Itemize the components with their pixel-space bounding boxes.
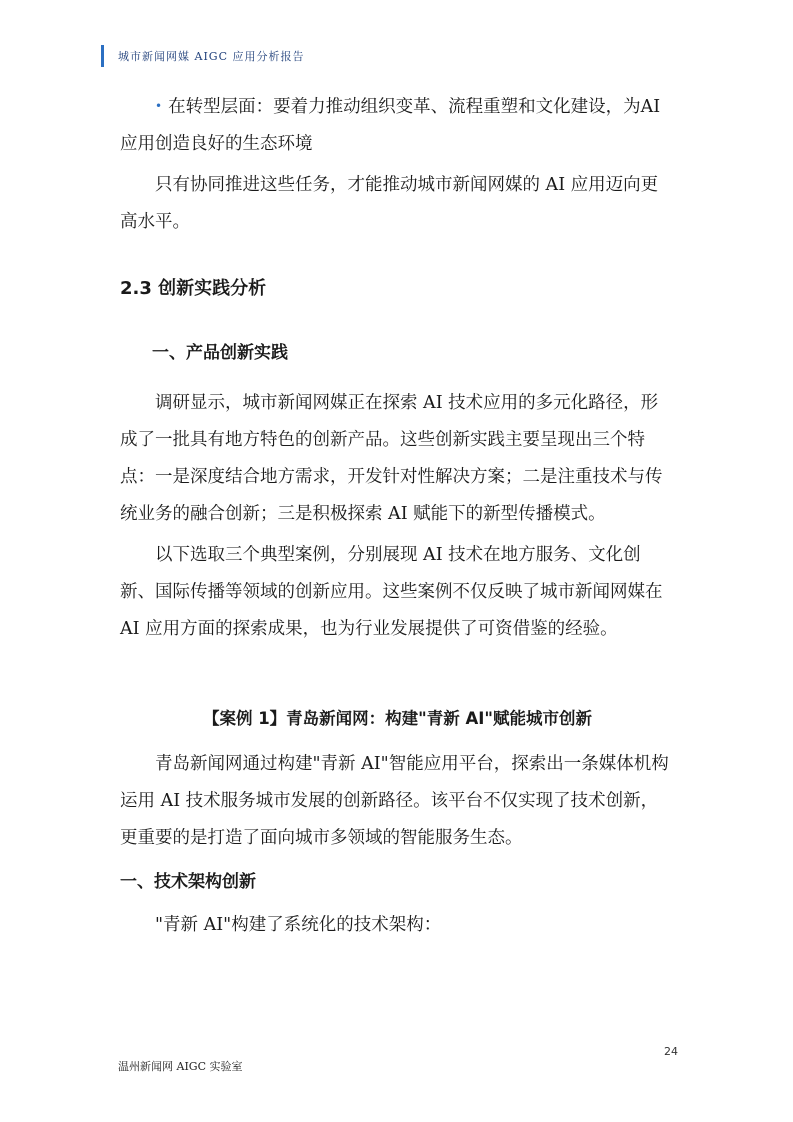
closing-paragraph: 只有协同推进这些任务，才能推动城市新闻网媒的 AI 应用迈向更高水平。 bbox=[120, 175, 659, 232]
bullet-paragraph bbox=[120, 88, 675, 163]
page-number: 24 bbox=[664, 1045, 678, 1058]
footer-organization: 温州新闻网 AIGC 实验室 bbox=[118, 1060, 243, 1073]
body-paragraph-1: 调研显示，城市新闻网媒正在探索 AI 技术应用的多元化路径，形成了一批具有地方特色的创新产品。这些创新实践主要呈现出三个特点：一是深度结合地方需求，开发针对性解决方案；二是注重技术与传统业务的融合创新；三是积极探索 AI 赋能下的新型传播模式。 bbox=[120, 393, 663, 524]
header-title: 城市新闻网媒 AIGC 应用分析报告 bbox=[118, 50, 305, 63]
subsection-heading: 一、产品创新实践 bbox=[152, 343, 288, 363]
bullet-dot-icon: • bbox=[155, 99, 163, 113]
body-paragraph-2: 以下选取三个典型案例，分别展现 AI 技术在地方服务、文化创新、国际传播等领域的创新应用。这些案例不仅反映了城市新闻网媒在 AI 应用方面的探索成果，也为行业发展提供了可资借鉴的经验。 bbox=[120, 545, 663, 639]
header-accent-bar bbox=[101, 45, 104, 67]
case-last-paragraph: "青新 AI"构建了系统化的技术架构： bbox=[155, 915, 442, 935]
case-subheading: 一、技术架构创新 bbox=[120, 872, 256, 892]
running-header bbox=[101, 45, 305, 67]
section-heading: 2.3 创新实践分析 bbox=[120, 278, 267, 299]
case-title: 【案例 1】青岛新闻网：构建"青新 AI"赋能城市创新 bbox=[202, 709, 593, 728]
bullet-text: 在转型层面：要着力推动组织变革、流程重塑和文化建设，为AI 应用创造良好的生态环境 bbox=[120, 97, 661, 154]
case-paragraph: 青岛新闻网通过构建"青新 AI"智能应用平台，探索出一条媒体机构运用 AI 技术服务城市发展的创新路径。该平台不仅实现了技术创新，更重要的是打造了面向城市多领域的智能服务生态。 bbox=[120, 754, 669, 848]
page-content bbox=[120, 88, 675, 944]
